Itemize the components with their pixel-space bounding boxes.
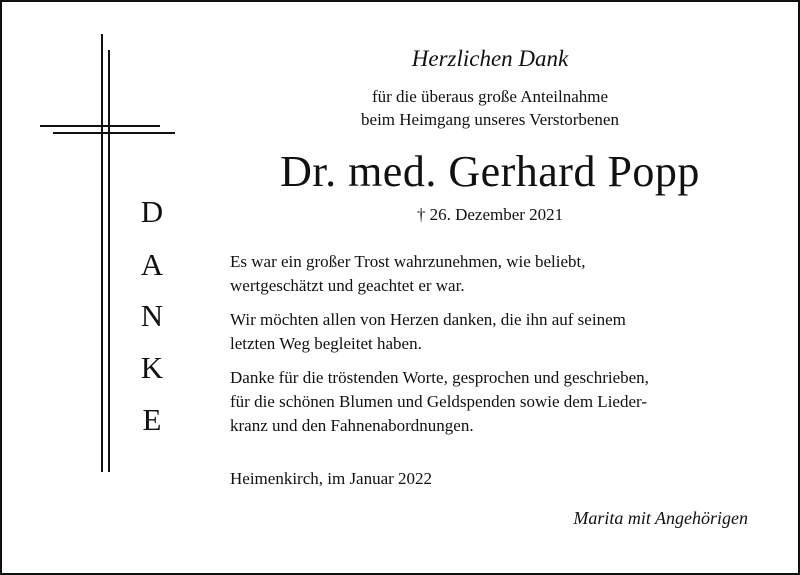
cross-horizontal-line-bottom (53, 132, 175, 134)
intro-line-2: beim Heimgang unseres Verstorbenen (361, 110, 619, 129)
paragraph-3-line-1: Danke für die tröstenden Worte, gesprochen und geschrieben, (230, 368, 649, 387)
death-date: † 26. Dezember 2021 (416, 205, 564, 224)
danke-letter-n: N (140, 298, 164, 333)
cross-horizontal-line-top (40, 125, 160, 127)
signature: Marita mit Angehörigen (573, 508, 748, 528)
paragraph-2-line-2: letzten Weg begleitet haben. (230, 334, 422, 353)
paragraph-1-line-1: Es war ein großer Trost wahrzunehmen, wie beliebt, (230, 252, 586, 271)
paragraph-3-line-2: für die schönen Blumen und Geldspenden sowie dem Lieder- (230, 392, 647, 411)
danke-letter-d: D (140, 194, 164, 229)
deceased-name: Dr. med. Gerhard Popp (280, 147, 700, 196)
place-date: Heimenkirch, im Januar 2022 (230, 469, 433, 488)
paragraph-3 (230, 366, 770, 438)
intro-line-1: für die überaus große Anteilnahme (371, 87, 609, 106)
paragraph-1-line-2: wertgeschätzt und geachtet er war. (230, 276, 465, 295)
danke-letter-a: A (140, 247, 164, 282)
paragraph-1 (230, 250, 770, 298)
paragraph-2-line-1: Wir möchten allen von Herzen danken, die ihn auf seinem (230, 310, 626, 329)
cross-vertical-line-inner (108, 50, 110, 472)
cross-vertical-line-outer (101, 34, 103, 472)
paragraph-2 (230, 308, 770, 356)
danke-letter-e: E (142, 402, 162, 437)
heading: Herzlichen Dank (411, 46, 569, 71)
paragraph-3-line-3: kranz und den Fahnenabordnungen. (230, 416, 474, 435)
danke-letter-k: K (140, 350, 164, 385)
